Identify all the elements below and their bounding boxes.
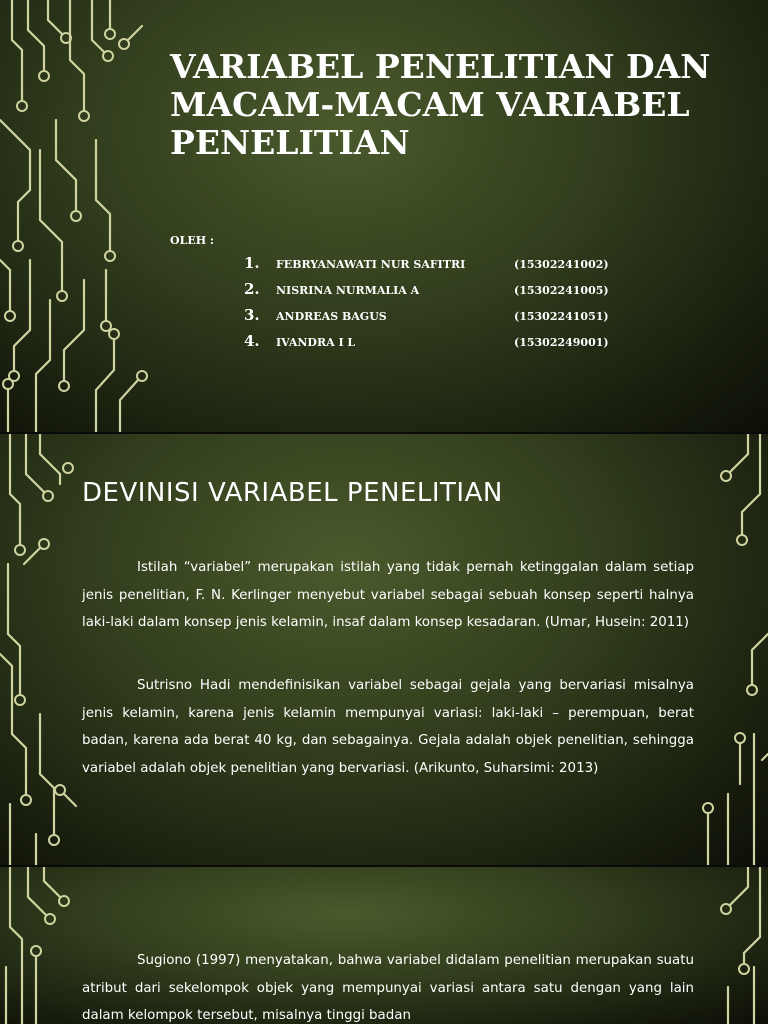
author-id: (15302241002): [514, 258, 609, 271]
author-name: FEBRYANAWATI NUR SAFITRI: [276, 258, 466, 271]
slide-definition: [0, 434, 768, 865]
author-item: [244, 280, 644, 306]
paragraph-sugiono: Sugiono (1997) menyatakan, bahwa variabel didalam penelitian merupakan suatu atribut dari sekelompok objek yang mempunyai variasi antara satu dengan yang lain dalam kelompok tersebut, misalnya tinggi badan: [82, 953, 694, 1024]
author-number: 1.: [244, 254, 260, 272]
circuit-decoration-icon: [0, 0, 150, 432]
slide-title: [0, 0, 768, 432]
section-heading: DEVINISI VARIABEL PENELITIAN: [82, 478, 503, 508]
circuit-decoration-icon: [0, 434, 80, 865]
author-list: [244, 254, 644, 358]
author-item: [244, 332, 644, 358]
author-id: (15302241051): [514, 310, 609, 323]
author-name: IVANDRA I L: [276, 336, 356, 349]
slide-title-heading: VARIABEL PENELITIAN DAN MACAM-MACAM VARIABEL PENELITIAN: [170, 47, 711, 162]
circuit-decoration-icon: [688, 434, 768, 865]
author-number: 3.: [244, 306, 260, 324]
author-id: (15302241005): [514, 284, 609, 297]
paragraph-definition-1: Istilah “variabel” merupakan istilah yang tidak pernah ketinggalan dalam setiap jenis penelitian, F. N. Kerlinger menyebut variabel sebagai sebuah konsep seperti halnya laki-laki dalam konsep jenis kelamin, insaf dalam konsep kesadaran. (Umar, Husein: 2011): [82, 560, 694, 631]
circuit-decoration-icon: [688, 867, 768, 1024]
author-name: NISRINA NURMALIA A: [276, 284, 420, 297]
oleh-label: OLEH :: [170, 234, 214, 247]
paragraph-definition-2: Sutrisno Hadi mendefinisikan variabel sebagai gejala yang bervariasi misalnya jenis kelamin, karena jenis kelamin mempunyai variasi: laki-laki – perempuan, berat badan, karena ada berat 40 kg, dan sebagainya. Gejala adalah objek penelitian, sehingga variabel adalah objek penelitian yang bervariasi. (Arikunto, Suharsimi: 2013): [82, 678, 694, 776]
circuit-decoration-icon: [0, 867, 80, 1024]
author-number: 4.: [244, 332, 260, 350]
author-number: 2.: [244, 280, 260, 298]
author-name: ANDREAS BAGUS: [276, 310, 387, 323]
author-id: (15302249001): [514, 336, 609, 349]
author-item: [244, 306, 644, 332]
author-item: [244, 254, 644, 280]
slide-sugiono: [0, 867, 768, 1024]
